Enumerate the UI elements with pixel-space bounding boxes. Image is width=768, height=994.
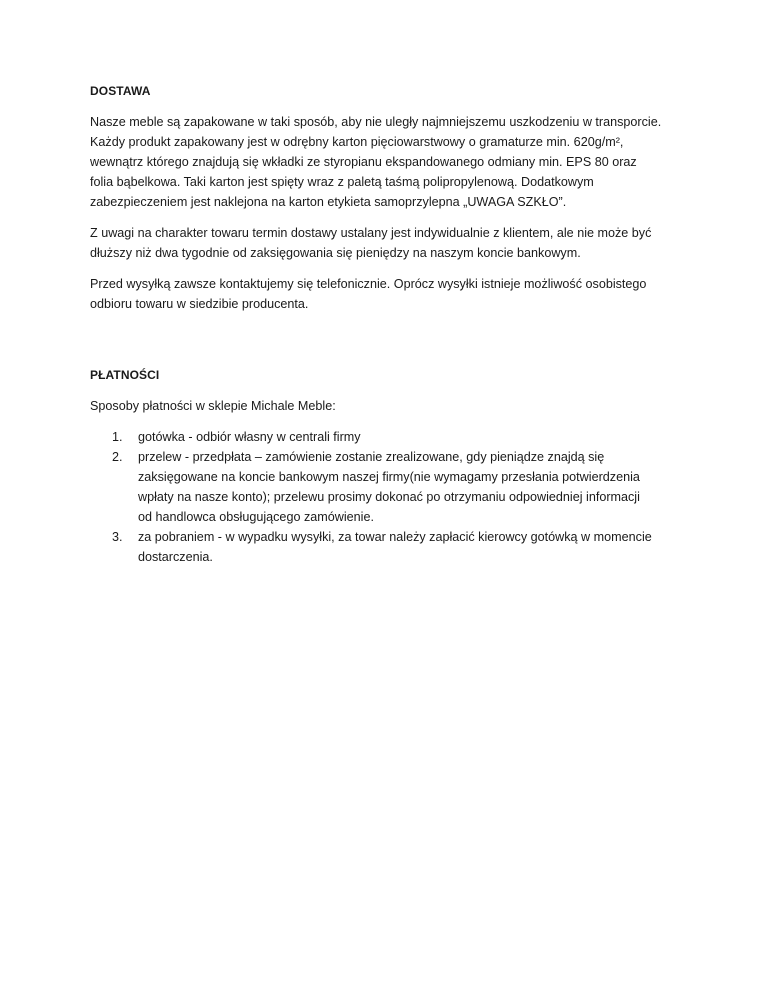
text-line: Każdy produkt zapakowany jest w odrębny karton pięciowarstwowy o gramaturze min. 620g/m², xyxy=(90,135,624,149)
delivery-paragraph-packaging xyxy=(90,112,690,212)
text-line: Nasze meble są zapakowane w taki sposób, aby nie uległy najmniejszemu uszkodzeniu w transporcie. xyxy=(90,115,662,129)
text-line: Z uwagi na charakter towaru termin dostawy ustalany jest indywidualnie z klientem, ale nie może być xyxy=(90,226,652,240)
text-line: dłuższy niż dwa tygodnie od zaksięgowania się pieniędzy na naszym koncie bankowym. xyxy=(90,246,581,260)
text-line: zabezpieczeniem jest naklejona na karton etykieta samoprzylepna „UWAGA SZKŁO”. xyxy=(90,195,567,209)
text-line: gotówka - odbiór własny w centrali firmy xyxy=(138,430,361,444)
text-line: zaksięgowane na koncie bankowym naszej firmy(nie wymagamy przesłania potwierdzenia xyxy=(138,470,640,484)
list-item-number: 2. xyxy=(112,450,123,464)
section-spacer xyxy=(90,325,690,365)
list-item xyxy=(90,427,690,447)
text-line: dostarczenia. xyxy=(138,550,213,564)
payments-heading: PŁATNOŚCI xyxy=(90,368,160,382)
delivery-paragraph-contact xyxy=(90,274,690,314)
text-line: Przed wysyłką zawsze kontaktujemy się telefonicznie. Oprócz wysyłki istnieje możliwość osobistego xyxy=(90,277,647,291)
text-line: za pobraniem - w wypadku wysyłki, za towar należy zapłacić kierowcy gotówką w momencie xyxy=(138,530,652,544)
list-item xyxy=(90,447,690,527)
text-line: od handlowca obsługującego zamówienie. xyxy=(138,510,374,524)
payment-methods-list xyxy=(90,427,690,567)
list-item-number: 1. xyxy=(112,430,123,444)
text-line: wewnątrz którego znajdują się wkładki ze styropianu ekspandowanego odmiany min. EPS 80 oraz xyxy=(90,155,637,169)
list-item xyxy=(90,527,690,567)
delivery-paragraph-term xyxy=(90,223,690,263)
document-page xyxy=(90,81,690,567)
payments-intro: Sposoby płatności w sklepie Michale Meble: xyxy=(90,399,336,413)
delivery-heading: DOSTAWA xyxy=(90,84,151,98)
text-line: przelew - przedpłata – zamówienie zostanie zrealizowane, gdy pieniądze znajdą się xyxy=(138,450,605,464)
text-line: odbioru towaru w siedzibie producenta. xyxy=(90,297,309,311)
text-line: wpłaty na nasze konto); przelewu prosimy dokonać po otrzymaniu odpowiedniej informacji xyxy=(138,490,640,504)
list-item-number: 3. xyxy=(112,530,123,544)
text-line: folia bąbelkowa. Taki karton jest spięty wraz z paletą taśmą polipropylenową. Dodatkowym xyxy=(90,175,594,189)
